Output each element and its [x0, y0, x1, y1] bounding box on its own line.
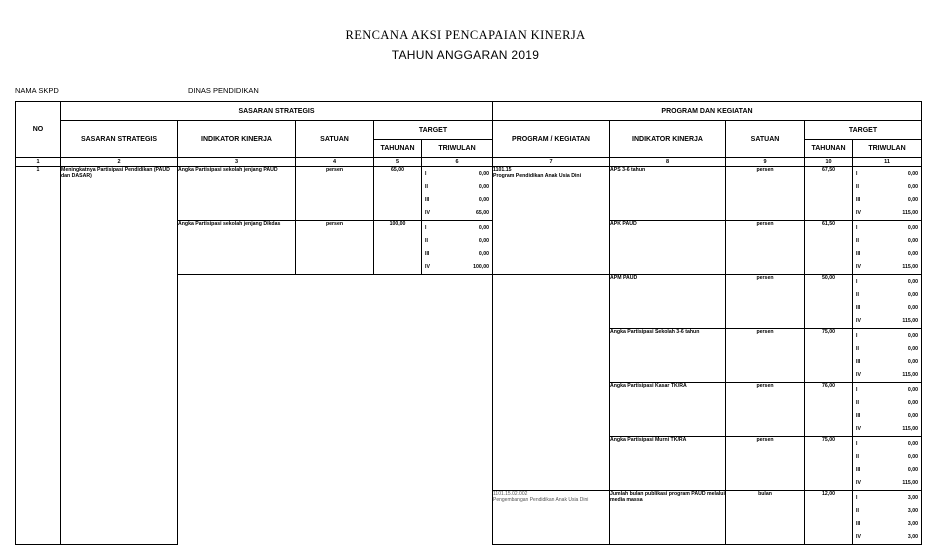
header-sasaran: SASARAN STRATEGIS	[61, 121, 178, 158]
header-program: PROGRAM / KEGIATAN	[493, 121, 610, 158]
triwulan-row	[853, 288, 921, 301]
triwulan-row	[422, 221, 492, 234]
header-program-group: PROGRAM DAN KEGIATAN	[493, 102, 922, 121]
triwulan-label: III	[856, 196, 861, 203]
triwulan-row	[853, 517, 921, 530]
triwulan-row	[853, 504, 921, 517]
col-number: 1	[16, 158, 61, 167]
triwulan-value: 0,00	[907, 170, 918, 177]
triwulan-value: 0,00	[478, 237, 489, 244]
triwulan-row	[853, 260, 921, 273]
triwulan-row	[853, 476, 921, 489]
triwulan-value: 0,00	[907, 466, 918, 473]
header-indikator-2: INDIKATOR KINERJA	[610, 121, 726, 158]
triwulan-label: IV	[856, 425, 861, 432]
performance-table	[15, 101, 922, 545]
triwulan-label: III	[856, 412, 861, 419]
header-no: NO	[16, 102, 61, 158]
triwulan-value: 3,00	[907, 533, 918, 540]
triwulan-value: 0,00	[907, 358, 918, 365]
triwulan-value: 0,00	[478, 224, 489, 231]
triwulan-value: 115,00	[902, 479, 918, 486]
left-tahunan-cell: 65,00	[374, 167, 422, 221]
right-satuan-cell: bulan	[726, 491, 805, 545]
triwulan-row	[853, 491, 921, 504]
triwulan-label: I	[856, 332, 858, 339]
triwulan-value: 0,00	[907, 196, 918, 203]
triwulan-row	[422, 167, 492, 180]
triwulan-row	[853, 329, 921, 342]
program-empty-cell	[493, 275, 610, 491]
triwulan-label: IV	[856, 263, 861, 270]
triwulan-row	[853, 437, 921, 450]
kegiatan-name: Pengembangan Pendidikan Anak Usia Dini	[493, 497, 589, 503]
triwulan-value: 0,00	[907, 332, 918, 339]
triwulan-label: II	[856, 453, 859, 460]
triwulan-value: 115,00	[902, 263, 918, 270]
right-indikator-cell: APS 3-6 tahun	[610, 167, 726, 221]
triwulan-label: I	[856, 494, 858, 501]
triwulan-label: II	[856, 507, 859, 514]
triwulan-label: IV	[425, 209, 430, 216]
col-number: 8	[610, 158, 726, 167]
right-indikator-cell: Angka Partisipasi Murni TK/RA	[610, 437, 726, 491]
triwulan-label: III	[856, 304, 861, 311]
triwulan-cell	[853, 329, 922, 383]
triwulan-row	[853, 167, 921, 180]
header-triwulan-2: TRIWULAN	[853, 140, 922, 158]
right-satuan-cell: persen	[726, 275, 805, 329]
triwulan-row	[853, 221, 921, 234]
header-satuan: SATUAN	[296, 121, 374, 158]
triwulan-value: 0,00	[907, 183, 918, 190]
left-satuan-cell: persen	[296, 167, 374, 221]
triwulan-label: I	[856, 170, 858, 177]
program-name: Program Pendidikan Anak Usia Dini	[493, 173, 582, 179]
right-tahunan-cell: 76,00	[805, 383, 853, 437]
triwulan-value: 65,00	[476, 209, 489, 216]
triwulan-label: IV	[425, 263, 430, 270]
triwulan-value: 0,00	[907, 291, 918, 298]
triwulan-value: 0,00	[907, 237, 918, 244]
triwulan-row	[853, 275, 921, 288]
left-satuan-cell: persen	[296, 221, 374, 275]
triwulan-label: I	[856, 278, 858, 285]
header-satuan-2: SATUAN	[726, 121, 805, 158]
triwulan-value: 115,00	[902, 371, 918, 378]
triwulan-row	[853, 180, 921, 193]
header-tahunan: TAHUNAN	[374, 140, 422, 158]
triwulan-label: III	[425, 196, 430, 203]
triwulan-row	[853, 234, 921, 247]
triwulan-cell	[853, 221, 922, 275]
triwulan-label: II	[856, 399, 859, 406]
right-indikator-cell: APM PAUD	[610, 275, 726, 329]
triwulan-row	[853, 193, 921, 206]
header-target: TARGET	[374, 121, 493, 140]
triwulan-row	[422, 193, 492, 206]
triwulan-value: 0,00	[907, 345, 918, 352]
triwulan-label: I	[856, 440, 858, 447]
triwulan-label: IV	[856, 317, 861, 324]
triwulan-row	[853, 463, 921, 476]
row-no: 1	[16, 167, 61, 545]
program-code: 1101.15	[493, 167, 512, 173]
triwulan-cell	[853, 167, 922, 221]
triwulan-value: 0,00	[907, 278, 918, 285]
triwulan-row	[422, 206, 492, 219]
right-satuan-cell: persen	[726, 329, 805, 383]
triwulan-label: II	[856, 237, 859, 244]
triwulan-value: 115,00	[902, 425, 918, 432]
right-tahunan-cell: 67,50	[805, 167, 853, 221]
triwulan-value: 0,00	[907, 399, 918, 406]
triwulan-value: 0,00	[907, 412, 918, 419]
triwulan-label: III	[856, 250, 861, 257]
triwulan-cell	[853, 437, 922, 491]
col-number: 10	[805, 158, 853, 167]
triwulan-row	[853, 206, 921, 219]
triwulan-row	[853, 247, 921, 260]
table-row	[16, 167, 922, 221]
skpd-value: DINAS PENDIDIKAN	[188, 86, 259, 95]
triwulan-value: 0,00	[907, 440, 918, 447]
triwulan-value: 0,00	[907, 386, 918, 393]
triwulan-label: II	[856, 291, 859, 298]
triwulan-value: 0,00	[907, 453, 918, 460]
triwulan-value: 3,00	[907, 520, 918, 527]
triwulan-label: III	[856, 358, 861, 365]
right-satuan-cell: persen	[726, 437, 805, 491]
triwulan-label: I	[856, 224, 858, 231]
sasaran-cell: Meningkatnya Partisipasi Pendidikan (PAUD dan DASAR)	[61, 167, 178, 545]
col-number: 6	[422, 158, 493, 167]
triwulan-cell	[853, 491, 922, 545]
triwulan-row	[853, 368, 921, 381]
skpd-label: NAMA SKPD	[15, 86, 59, 95]
triwulan-label: I	[425, 224, 427, 231]
col-number: 4	[296, 158, 374, 167]
right-indikator-cell: Jumlah bulan publikasi program PAUD melalui media massa	[610, 491, 726, 545]
triwulan-label: III	[856, 520, 861, 527]
left-indikator-cell: Angka Partisipasi sekolah jenjang PAUD	[178, 167, 296, 221]
right-indikator-cell: Angka Partisipasi Kasar TK/RA	[610, 383, 726, 437]
right-indikator-cell: Angka Partisipasi Sekolah 3-6 tahun	[610, 329, 726, 383]
header-tahunan-2: TAHUNAN	[805, 140, 853, 158]
left-tahunan-cell: 100,00	[374, 221, 422, 275]
right-tahunan-cell: 50,00	[805, 275, 853, 329]
triwulan-label: II	[425, 237, 428, 244]
triwulan-value: 3,00	[907, 494, 918, 501]
triwulan-value: 0,00	[907, 224, 918, 231]
right-tahunan-cell: 61,50	[805, 221, 853, 275]
triwulan-value: 100,00	[473, 263, 489, 270]
triwulan-label: II	[856, 345, 859, 352]
col-number: 2	[61, 158, 178, 167]
triwulan-value: 0,00	[478, 250, 489, 257]
triwulan-row	[422, 247, 492, 260]
document-title: RENCANA AKSI PENCAPAIAN KINERJA	[345, 28, 586, 42]
right-satuan-cell: persen	[726, 383, 805, 437]
triwulan-value: 0,00	[478, 196, 489, 203]
triwulan-row	[853, 450, 921, 463]
triwulan-cell	[422, 167, 493, 221]
triwulan-label: II	[856, 183, 859, 190]
program-cell	[493, 167, 610, 275]
right-satuan-cell: persen	[726, 167, 805, 221]
triwulan-row	[853, 383, 921, 396]
triwulan-row	[422, 260, 492, 273]
kegiatan-code: 1101.15.02.002	[493, 491, 528, 497]
triwulan-value: 115,00	[902, 317, 918, 324]
right-tahunan-cell: 75,00	[805, 437, 853, 491]
triwulan-value: 0,00	[907, 250, 918, 257]
triwulan-label: IV	[856, 533, 861, 540]
triwulan-label: IV	[856, 479, 861, 486]
right-indikator-cell: APK PAUD	[610, 221, 726, 275]
document-subtitle: TAHUN ANGGARAN 2019	[391, 48, 540, 62]
col-number: 3	[178, 158, 296, 167]
right-tahunan-cell: 75,00	[805, 329, 853, 383]
right-satuan-cell: persen	[726, 221, 805, 275]
triwulan-cell	[853, 275, 922, 329]
triwulan-row	[853, 422, 921, 435]
triwulan-row	[422, 180, 492, 193]
triwulan-value: 0,00	[478, 170, 489, 177]
triwulan-row	[853, 342, 921, 355]
triwulan-label: I	[856, 386, 858, 393]
kegiatan-cell	[493, 491, 610, 545]
empty-area	[178, 275, 493, 545]
header-sasaran-group: SASARAN STRATEGIS	[61, 102, 493, 121]
triwulan-value: 3,00	[907, 507, 918, 514]
triwulan-row	[853, 396, 921, 409]
triwulan-row	[853, 314, 921, 327]
col-number: 9	[726, 158, 805, 167]
header-triwulan: TRIWULAN	[422, 140, 493, 158]
header-indikator: INDIKATOR KINERJA	[178, 121, 296, 158]
triwulan-value: 0,00	[907, 304, 918, 311]
col-number: 7	[493, 158, 610, 167]
triwulan-label: II	[425, 183, 428, 190]
triwulan-cell	[422, 221, 493, 275]
triwulan-row	[853, 301, 921, 314]
col-number: 5	[374, 158, 422, 167]
triwulan-value: 0,00	[478, 183, 489, 190]
triwulan-row	[853, 355, 921, 368]
triwulan-cell	[853, 383, 922, 437]
triwulan-label: IV	[856, 371, 861, 378]
triwulan-label: III	[856, 466, 861, 473]
triwulan-value: 115,00	[902, 209, 918, 216]
triwulan-label: IV	[856, 209, 861, 216]
triwulan-row	[853, 409, 921, 422]
triwulan-label: I	[425, 170, 427, 177]
triwulan-row	[422, 234, 492, 247]
col-number: 11	[853, 158, 922, 167]
left-indikator-cell: Angka Partisipasi sekolah jenjang Dikdas	[178, 221, 296, 275]
triwulan-label: III	[425, 250, 430, 257]
right-tahunan-cell: 12,00	[805, 491, 853, 545]
header-target-2: TARGET	[805, 121, 922, 140]
triwulan-row	[853, 530, 921, 543]
